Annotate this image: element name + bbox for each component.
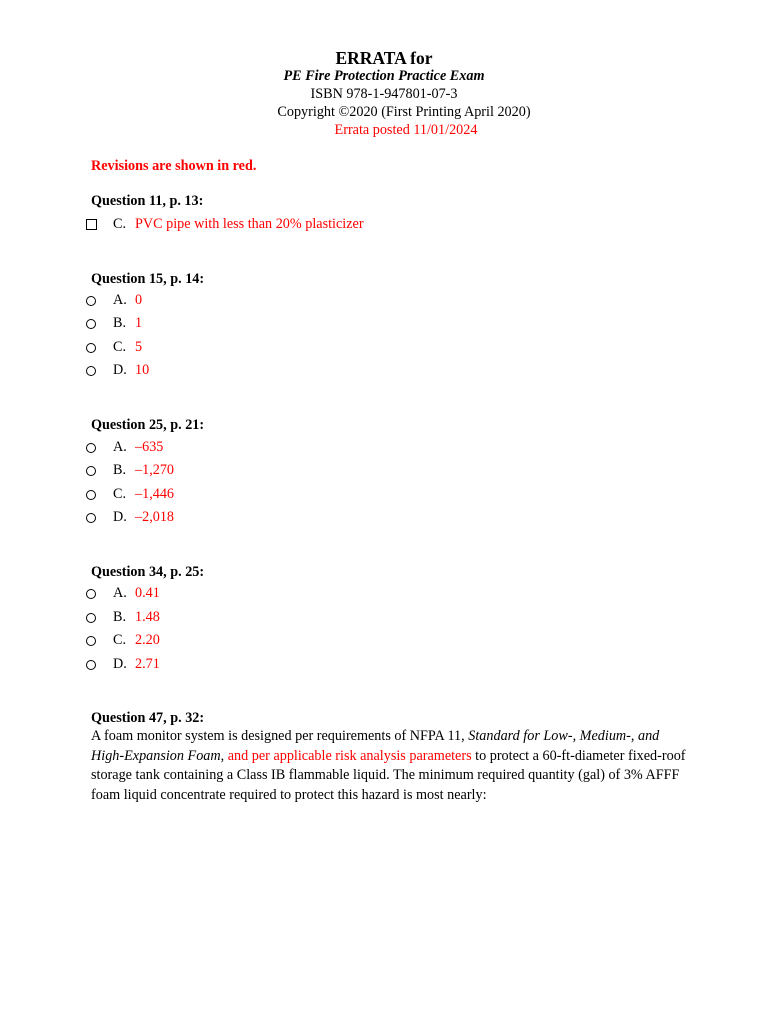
question-25-heading: Question 25, p. 21: <box>91 417 205 433</box>
question-25-option-d <box>84 509 684 527</box>
isbn: ISBN 978-1-947801-07-3 <box>310 86 458 102</box>
question-15-heading: Question 15, p. 14: <box>91 271 205 287</box>
standard-title: Standard for Low-, Medium-, and High-Expansion Foam <box>91 728 660 764</box>
option-value: 0.41 <box>135 585 160 601</box>
option-value: PVC pipe with less than 20% plasticizer <box>135 216 364 232</box>
question-25-option-a <box>84 439 684 457</box>
radio-circle-icon <box>84 585 98 604</box>
option-value: –1,270 <box>135 462 175 478</box>
question-25-option-b <box>84 462 684 480</box>
question-34-option-d <box>84 656 684 674</box>
radio-circle-icon <box>84 609 98 628</box>
question-15-option-a <box>84 292 684 310</box>
checkbox-icon <box>84 216 98 235</box>
radio-circle-icon <box>84 462 98 481</box>
question-15-option-d <box>84 362 684 380</box>
option-letter: D. <box>113 362 127 378</box>
option-letter: D. <box>113 656 127 672</box>
question-25-option-c <box>84 486 684 504</box>
option-letter: C. <box>113 339 127 355</box>
radio-circle-icon <box>84 632 98 651</box>
radio-circle-icon <box>84 315 98 334</box>
question-34-option-c <box>84 632 684 650</box>
option-letter: A. <box>113 439 127 455</box>
question-34-option-a <box>84 585 684 603</box>
question-11-option-c <box>84 216 684 234</box>
question-text: to protect a 60-ft-diameter fixed-roof storage tank containing a Class IB flammable liquid. The minimum required quantity (gal) of 3% AFFF foam liquid concentrate required to protect this hazard is most nearly: <box>91 747 686 803</box>
question-34-option-b <box>84 609 684 627</box>
revisions-note: Revisions are shown in red. <box>91 158 257 174</box>
option-value: –1,446 <box>135 486 175 502</box>
book-title: PE Fire Protection Practice Exam <box>283 68 485 84</box>
option-value: 1 <box>135 315 143 331</box>
radio-circle-icon <box>84 486 98 505</box>
option-letter: D. <box>113 509 127 525</box>
option-value: –2,018 <box>135 509 175 525</box>
option-letter: B. <box>113 315 127 331</box>
revision-text: and per applicable risk analysis parameters <box>227 747 472 764</box>
option-value: 2.20 <box>135 632 160 648</box>
option-value: –635 <box>135 439 164 455</box>
question-11-heading: Question 11, p. 13: <box>91 193 204 209</box>
copyright: Copyright ©2020 (First Printing April 2020) <box>277 104 531 120</box>
option-letter: C. <box>113 216 127 232</box>
radio-circle-icon <box>84 292 98 311</box>
question-text: A foam monitor system is designed per requirements of NFPA 11, <box>91 728 469 744</box>
page-title: ERRATA for <box>335 48 433 68</box>
option-letter: C. <box>113 632 127 648</box>
option-letter: A. <box>113 292 127 308</box>
question-47-body <box>91 727 691 805</box>
errata-posted-date: Errata posted 11/01/2024 <box>334 122 478 138</box>
radio-circle-icon <box>84 656 98 675</box>
option-letter: A. <box>113 585 127 601</box>
question-15-option-c <box>84 339 684 357</box>
option-value: 1.48 <box>135 609 160 625</box>
option-letter: B. <box>113 609 127 625</box>
radio-circle-icon <box>84 509 98 528</box>
radio-circle-icon <box>84 362 98 381</box>
question-47-heading: Question 47, p. 32: <box>91 710 205 726</box>
option-value: 2.71 <box>135 656 160 672</box>
option-value: 10 <box>135 362 150 378</box>
question-text: , <box>220 747 228 764</box>
question-34-heading: Question 34, p. 25: <box>91 564 205 580</box>
option-letter: C. <box>113 486 127 502</box>
option-value: 0 <box>135 292 143 308</box>
option-letter: B. <box>113 462 127 478</box>
radio-circle-icon <box>84 339 98 358</box>
option-value: 5 <box>135 339 143 355</box>
radio-circle-icon <box>84 439 98 458</box>
question-15-option-b <box>84 315 684 333</box>
